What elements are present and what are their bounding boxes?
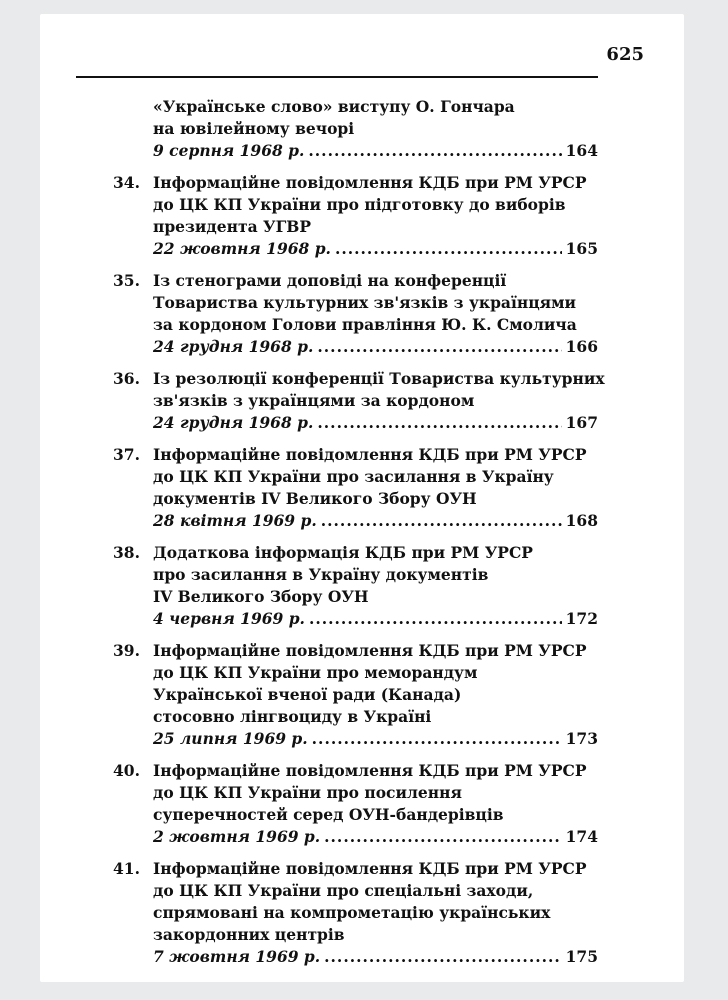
entry-title-line: Інформаційне повідомлення КДБ при РМ УРСР [153, 761, 587, 780]
entry-title-line: Інформаційне повідомлення КДБ при РМ УРСР [153, 445, 587, 464]
entry-page-number: 172 [565, 609, 598, 628]
toc-entry [113, 858, 598, 968]
dot-leader [308, 140, 561, 162]
entry-title-line: до ЦК КП України про посилення [153, 783, 462, 802]
entry-number: 38. [113, 543, 140, 562]
entry-date-row [153, 336, 598, 358]
entry-number: 36. [113, 369, 140, 388]
dot-leader [335, 238, 562, 260]
toc-entry [113, 542, 598, 630]
header-rule [76, 76, 598, 78]
entry-number [113, 96, 153, 162]
entry-number: 37. [113, 445, 140, 464]
entry-body [153, 444, 598, 532]
entry-body [153, 172, 598, 260]
dot-leader [324, 946, 562, 968]
entry-body [153, 760, 598, 848]
entry-title-line: до ЦК КП України про меморандум [153, 663, 478, 682]
entry-page-number: 168 [565, 511, 598, 530]
entry-title-line: стосовно лінгвоциду в Україні [153, 707, 432, 726]
entry-number: 35. [113, 271, 140, 290]
entry-body [153, 542, 598, 630]
entry-title-line: Із стенограми доповіді на конференції [153, 271, 507, 290]
dot-leader [309, 608, 562, 630]
entry-date: 2 жовтня 1969 р. [153, 827, 321, 846]
entry-date-row [153, 728, 598, 750]
entry-date: 22 жовтня 1968 р. [153, 239, 331, 258]
entry-page-number: 164 [565, 141, 598, 160]
entry-date: 25 липня 1969 р. [153, 729, 308, 748]
entry-date: 4 червня 1969 р. [153, 609, 305, 628]
entry-date: 9 серпня 1968 р. [153, 141, 305, 160]
entry-body [153, 858, 598, 968]
page-number: 625 [606, 44, 644, 65]
entry-page-number: 175 [565, 947, 598, 966]
entry-date-row [153, 608, 598, 630]
entry-date: 7 жовтня 1969 р. [153, 947, 321, 966]
entry-title-line: про засилання в Україну документів [153, 565, 489, 584]
dot-leader [324, 826, 562, 848]
toc-entry [113, 270, 598, 358]
entry-body [153, 640, 598, 750]
toc-entry [113, 640, 598, 750]
toc-entry [113, 368, 605, 434]
dot-leader [317, 336, 561, 358]
entry-title-line: до ЦК КП України про підготовку до виборів [153, 195, 566, 214]
entry-title-line: Із резолюції конференції Товариства культурних [153, 369, 605, 388]
entry-title-line: до ЦК КП України про спеціальні заходи, [153, 881, 534, 900]
entry-title-line: Української вченої ради (Канада) [153, 685, 462, 704]
entry-date-row [153, 946, 598, 968]
entry-date: 28 квітня 1969 р. [153, 511, 317, 530]
entry-number: 39. [113, 641, 140, 660]
entry-page-number: 167 [565, 413, 598, 432]
entry-page-number: 166 [565, 337, 598, 356]
entry-date: 24 грудня 1968 р. [153, 337, 314, 356]
dot-leader [317, 412, 561, 434]
entry-title-line: IV Великого Збору ОУН [153, 587, 369, 606]
entry-body [153, 368, 605, 434]
entry-title-line: Товариства культурних зв'язків з українцями [153, 293, 577, 312]
entry-title-line: президента УГВР [153, 217, 312, 236]
entry-number: 34. [113, 173, 140, 192]
entry-page-number: 173 [565, 729, 598, 748]
entry-title-line: Додаткова інформація КДБ при РМ УРСР [153, 543, 533, 562]
entry-page-number: 174 [565, 827, 598, 846]
entry-title-line: спрямовані на компрометацію українських [153, 903, 551, 922]
entry-title-line: за кордоном Голови правління Ю. К. Смолича [153, 315, 577, 334]
entry-date-row [153, 826, 598, 848]
entry-title-line: «Українське слово» виступу О. Гончара [153, 97, 515, 116]
entry-title-line: на ювілейному вечорі [153, 119, 355, 138]
toc-entry [113, 172, 598, 260]
entry-title-line: Інформаційне повідомлення КДБ при РМ УРСР [153, 641, 587, 660]
entry-date-row [153, 238, 598, 260]
entry-page-number: 165 [565, 239, 598, 258]
dot-leader [312, 728, 562, 750]
entry-body [153, 270, 598, 358]
entry-title-line: закордонних центрів [153, 925, 345, 944]
toc-entry [113, 444, 598, 532]
entry-number: 40. [113, 761, 140, 780]
entry-date: 24 грудня 1968 р. [153, 413, 314, 432]
dot-leader [321, 510, 562, 532]
entry-title-line: Інформаційне повідомлення КДБ при РМ УРСР [153, 859, 587, 878]
toc-entry [113, 96, 598, 162]
entry-date-row [153, 412, 598, 434]
toc-entry [113, 760, 598, 848]
entry-title-line: до ЦК КП України про засилання в Україну [153, 467, 554, 486]
entry-title-line: зв'язків з українцями за кордоном [153, 391, 475, 410]
entry-title-line: Інформаційне повідомлення КДБ при РМ УРСР [153, 173, 587, 192]
entry-number: 41. [113, 859, 140, 878]
entry-title-line: суперечностей серед ОУН-бандерівців [153, 805, 504, 824]
entry-date-row [153, 140, 598, 162]
entry-date-row [153, 510, 598, 532]
table-of-contents [113, 96, 605, 978]
entry-title-line: документів IV Великого Збору ОУН [153, 489, 477, 508]
entry-body [153, 96, 598, 162]
